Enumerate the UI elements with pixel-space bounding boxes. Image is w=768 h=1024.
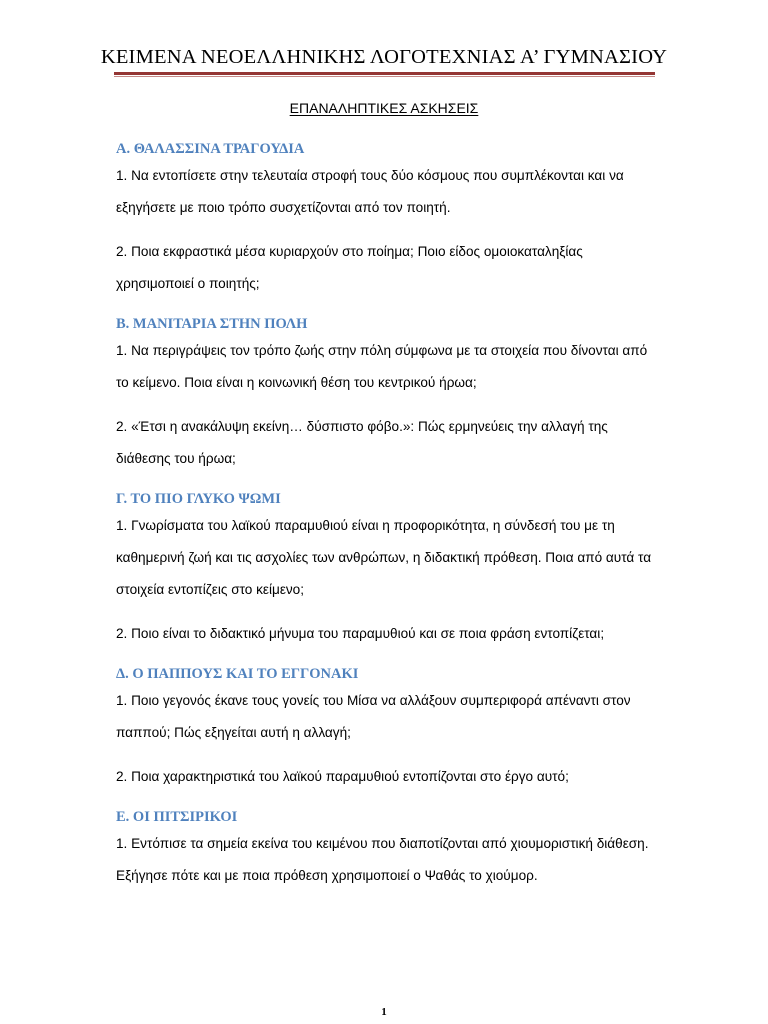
section-heading: Δ. Ο ΠΑΠΠΟΥΣ ΚΑΙ ΤΟ ΕΓΓΟΝΑΚΙ — [116, 666, 359, 682]
header-rule — [114, 72, 655, 75]
question: 2. Ποιο είναι το διδακτικό μήνυμα του παραμυθιού και σε ποια φράση εντοπίζεται; — [116, 626, 605, 641]
section-heading: Γ. ΤΟ ΠΙΟ ΓΛΥΚΟ ΨΩΜΙ — [116, 491, 281, 507]
section-heading: Β. ΜΑΝΙΤΑΡΙΑ ΣΤΗΝ ΠΟΛΗ — [116, 316, 308, 332]
question: 1. Να περιγράψεις τον τρόπο ζωής στην πόλη σύμφωνα με τα στοιχεία που δίνονται από το κείμενο. Ποια είναι η κοινωνική θέση του κεντρικού ήρωα; — [116, 343, 648, 390]
header-rule-thin — [114, 76, 655, 77]
question: 1. Γνωρίσματα του λαϊκού παραμυθιού είναι η προφορικότητα, η σύνδεσή του με τη καθημερινή ζωή και τις ασχολίες των ανθρώπων, η διδακτική πρόθεση. Ποια από αυτά τα στοιχεία εντοπίζεις στο κείμενο; — [116, 518, 652, 597]
exercise-list — [116, 138, 656, 892]
section-oi-pitsirikoi — [116, 806, 656, 892]
document-title: ΕΠΑΝΑΛΗΠΤΙΚΕΣ ΑΣΚΗΣΕΙΣ — [289, 100, 479, 116]
question: 2. Ποια χαρακτηριστικά του λαϊκού παραμυθιού εντοπίζονται στο έργο αυτό; — [116, 769, 569, 784]
section-to-pio-glyko-psomi — [116, 488, 656, 650]
section-thalassina-tragoudia — [116, 138, 656, 300]
question: 2. Ποια εκφραστικά μέσα κυριαρχούν στο ποίημα; Ποιο είδος ομοιοκαταληξίας χρησιμοποιεί ο ποιητής; — [116, 244, 583, 291]
section-heading: Ε. ΟΙ ΠΙΤΣΙΡΙΚΟΙ — [116, 809, 238, 825]
running-header: ΚΕΙΜΕΝΑ ΝΕΟΕΛΛΗΝΙΚΗΣ ΛΟΓΟΤΕΧΝΙΑΣ Α’ ΓΥΜΝΑΣΙΟΥ — [100, 46, 668, 68]
question: 1. Ποιο γεγονός έκανε τους γονείς του Μίσα να αλλάξουν συμπεριφορά απέναντι στον παππού; Πώς εξηγείται αυτή η αλλαγή; — [116, 693, 631, 740]
section-manitaria-stin-poli — [116, 313, 656, 475]
page-number: 1 — [381, 1006, 387, 1018]
section-heading: Α. ΘΑΛΑΣΣΙΝΑ ΤΡΑΓΟΥΔΙΑ — [116, 141, 305, 157]
question: 1. Εντόπισε τα σημεία εκείνα του κειμένου που διαποτίζονται από χιουμοριστική διάθεση. Εξήγησε πότε και με ποια πρόθεση χρησιμοποιεί ο Ψαθάς το χιούμορ. — [116, 836, 649, 883]
question: 2. «Έτσι η ανακάλυψη εκείνη… δύσπιστο φόβο.»: Πώς ερμηνεύεις την αλλαγή της διάθεσης του ήρωα; — [116, 419, 608, 466]
section-o-pappous-kai-to-eggonaki — [116, 663, 656, 793]
question: 1. Να εντοπίσετε στην τελευταία στροφή τους δύο κόσμους που συμπλέκονται και να εξηγήσετε με ποιο τρόπο συσχετίζονται από τον ποιητή. — [116, 168, 624, 215]
